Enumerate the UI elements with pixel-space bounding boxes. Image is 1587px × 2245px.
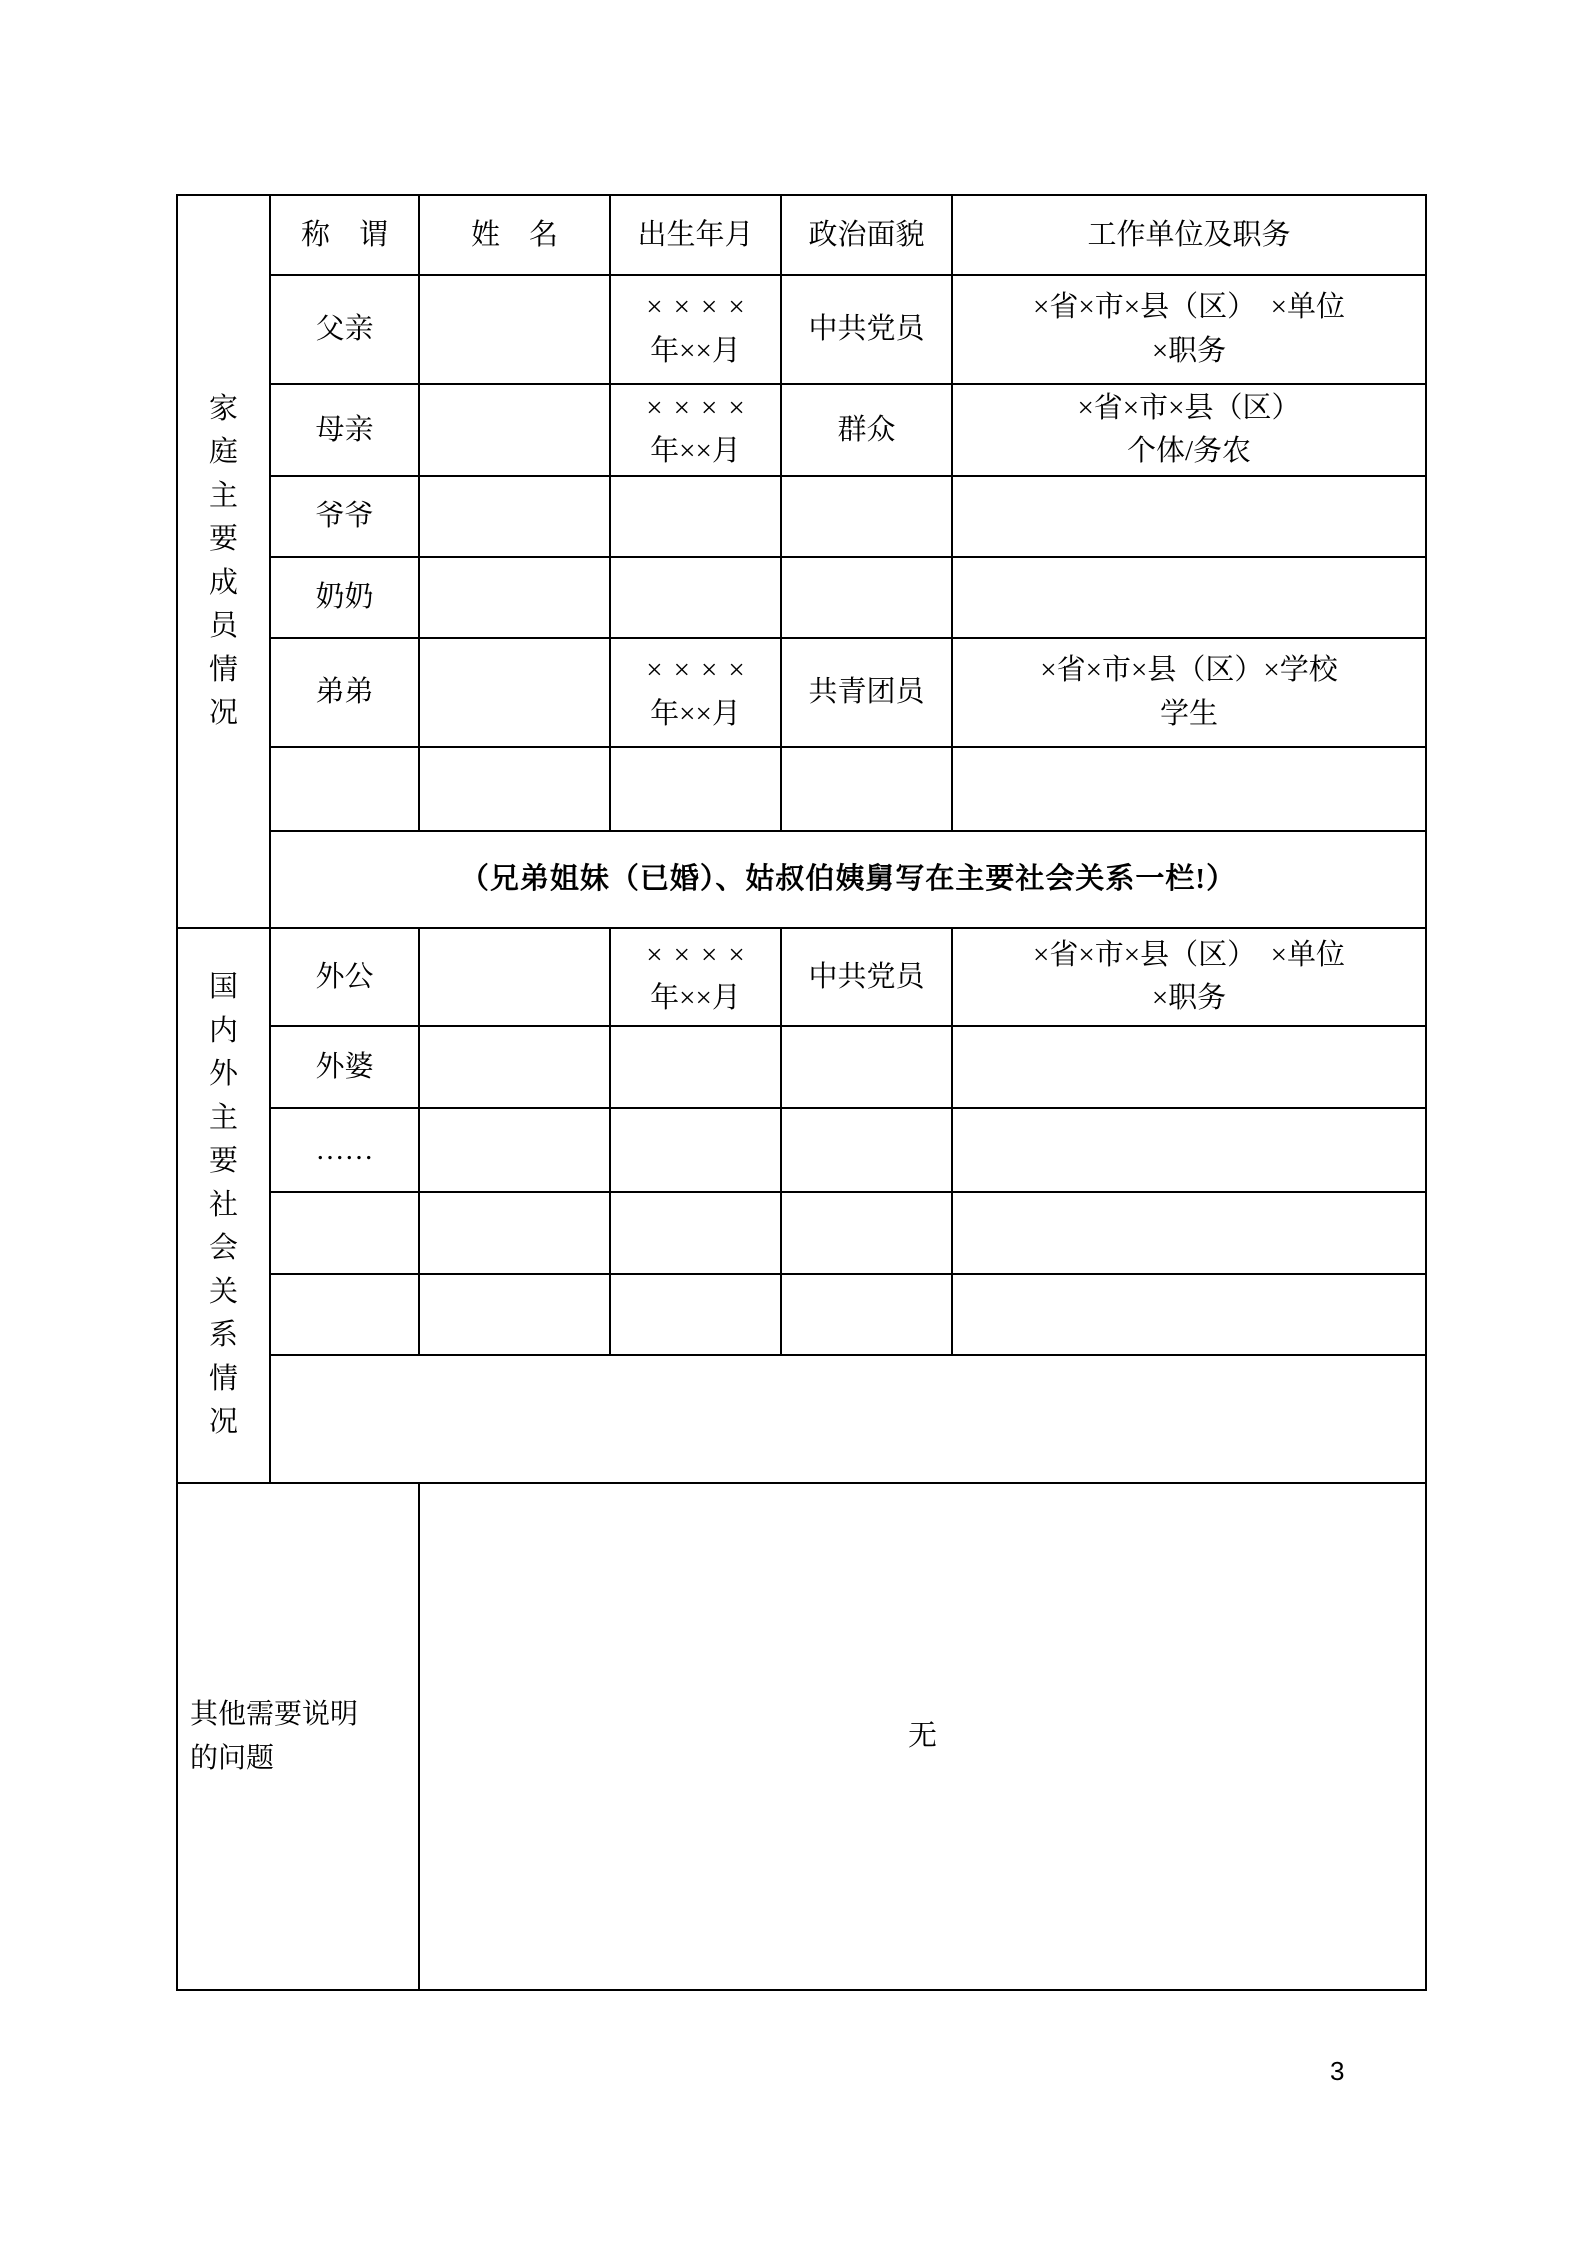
- cell-birth: [610, 1026, 781, 1108]
- cell-name: [419, 557, 610, 638]
- family-info-table: [176, 194, 1427, 1991]
- table-row-brother: [177, 638, 1426, 747]
- cell-name: [419, 476, 610, 557]
- birth-line-2: 年××月: [650, 435, 741, 467]
- page-number: 3: [1330, 2056, 1345, 2086]
- cell-name: [419, 747, 610, 831]
- birth-line-1: ××××: [646, 654, 756, 686]
- col-header-birth: 出生年月: [610, 195, 781, 275]
- cell-politics: [781, 1108, 952, 1192]
- cell-work: [952, 384, 1426, 476]
- work-line-1: ×省×市×县（区） ×单位: [1033, 291, 1345, 323]
- cell-politics: [781, 747, 952, 831]
- table-row-empty: [177, 1274, 1426, 1355]
- relations-merged-empty-row: [177, 1355, 1426, 1483]
- table-row-mother: [177, 384, 1426, 476]
- work-line-2: 学生: [1159, 697, 1218, 730]
- work-line-1: ×省×市×县（区）: [1077, 391, 1301, 424]
- work-line-1: ×省×市×县（区） ×单位: [1033, 938, 1345, 971]
- work-line-2: 个体/务农: [1126, 435, 1252, 467]
- cell-work: [952, 1026, 1426, 1108]
- cell-title: 外婆: [270, 1026, 419, 1108]
- cell-title: [270, 747, 419, 831]
- cell-birth: [610, 1274, 781, 1355]
- table-row-empty: [177, 1192, 1426, 1274]
- cell-work: [952, 1274, 1426, 1355]
- cell-name: [419, 638, 610, 747]
- cell-title: [270, 1274, 419, 1355]
- cell-politics: 中共党员: [781, 275, 952, 384]
- cell-title: 父亲: [270, 275, 419, 384]
- table-row-grandmother: [177, 557, 1426, 638]
- cell-politics: [781, 557, 952, 638]
- cell-birth: [610, 1192, 781, 1274]
- cell-work: [952, 747, 1426, 831]
- col-header-politics: 政治面貌: [781, 195, 952, 275]
- cell-name: [419, 928, 610, 1026]
- cell-birth: [610, 557, 781, 638]
- work-line-1: ×省×市×县（区）×学校: [1040, 654, 1338, 686]
- header-row: [177, 195, 1426, 275]
- section-label-relations: [177, 928, 270, 1483]
- col-header-name: 姓 名: [419, 195, 610, 275]
- birth-line-2: 年××月: [650, 334, 741, 367]
- cell-name: [419, 384, 610, 476]
- cell-politics: 共青团员: [781, 638, 952, 747]
- note-text: （兄弟姐妹（已婚）、姑叔伯姨舅写在主要社会关系一栏!）: [270, 831, 1426, 928]
- cell-politics: [781, 1274, 952, 1355]
- note-row: [177, 831, 1426, 928]
- table-row-maternal-grandmother: [177, 1026, 1426, 1108]
- cell-work: [952, 638, 1426, 747]
- birth-line-1: ××××: [646, 291, 756, 323]
- cell-birth: [610, 638, 781, 747]
- work-line-2: ×职务: [1151, 982, 1227, 1014]
- cell-work: [952, 275, 1426, 384]
- cell-title: 奶奶: [270, 557, 419, 638]
- cell-politics: 群众: [781, 384, 952, 476]
- birth-line-1: ××××: [646, 391, 756, 424]
- cell-title: ……: [270, 1108, 419, 1192]
- other-notes-label: [177, 1483, 419, 1990]
- cell-title: 母亲: [270, 384, 419, 476]
- other-notes-content: [419, 1483, 1426, 1990]
- cell-birth: [610, 275, 781, 384]
- cell-work: [952, 1192, 1426, 1274]
- cell-birth: [610, 384, 781, 476]
- cell-name: [419, 1192, 610, 1274]
- table-row-grandfather: [177, 476, 1426, 557]
- cell-title: [270, 1192, 419, 1274]
- other-notes-row: [177, 1483, 1426, 1990]
- birth-line-1: ××××: [646, 938, 756, 971]
- cell-title: 弟弟: [270, 638, 419, 747]
- cell-name: [419, 1274, 610, 1355]
- table-row-ellipsis: [177, 1108, 1426, 1192]
- table-row-father: [177, 275, 1426, 384]
- cell-politics: [781, 1192, 952, 1274]
- cell-work: [952, 928, 1426, 1026]
- cell-work: [952, 1108, 1426, 1192]
- section-label-family-text: 家庭主要成员情况: [208, 392, 238, 729]
- table-row-empty: [177, 747, 1426, 831]
- cell-work: [952, 557, 1426, 638]
- other-notes-content-text: 无: [907, 1720, 937, 1753]
- col-header-title: 称 谓: [270, 195, 419, 275]
- other-notes-label-text: 其他需要说明的问题: [190, 1699, 359, 1774]
- cell-birth: [610, 928, 781, 1026]
- section-label-family: [177, 195, 270, 928]
- col-header-work: 工作单位及职务: [952, 195, 1426, 275]
- work-line-2: ×职务: [1151, 334, 1227, 367]
- cell-birth: [610, 1108, 781, 1192]
- cell-work: [952, 476, 1426, 557]
- section-label-relations-text: 国内外主要社会关系情况: [208, 971, 238, 1439]
- birth-line-2: 年××月: [650, 982, 741, 1014]
- merged-empty-cell: [270, 1355, 1426, 1483]
- birth-line-2: 年××月: [650, 697, 741, 730]
- cell-name: [419, 1026, 610, 1108]
- cell-name: [419, 1108, 610, 1192]
- cell-politics: 中共党员: [781, 928, 952, 1026]
- table-row-maternal-grandfather: [177, 928, 1426, 1026]
- cell-title: 外公: [270, 928, 419, 1026]
- cell-name: [419, 275, 610, 384]
- cell-title: 爷爷: [270, 476, 419, 557]
- cell-politics: [781, 1026, 952, 1108]
- cell-birth: [610, 476, 781, 557]
- cell-politics: [781, 476, 952, 557]
- cell-birth: [610, 747, 781, 831]
